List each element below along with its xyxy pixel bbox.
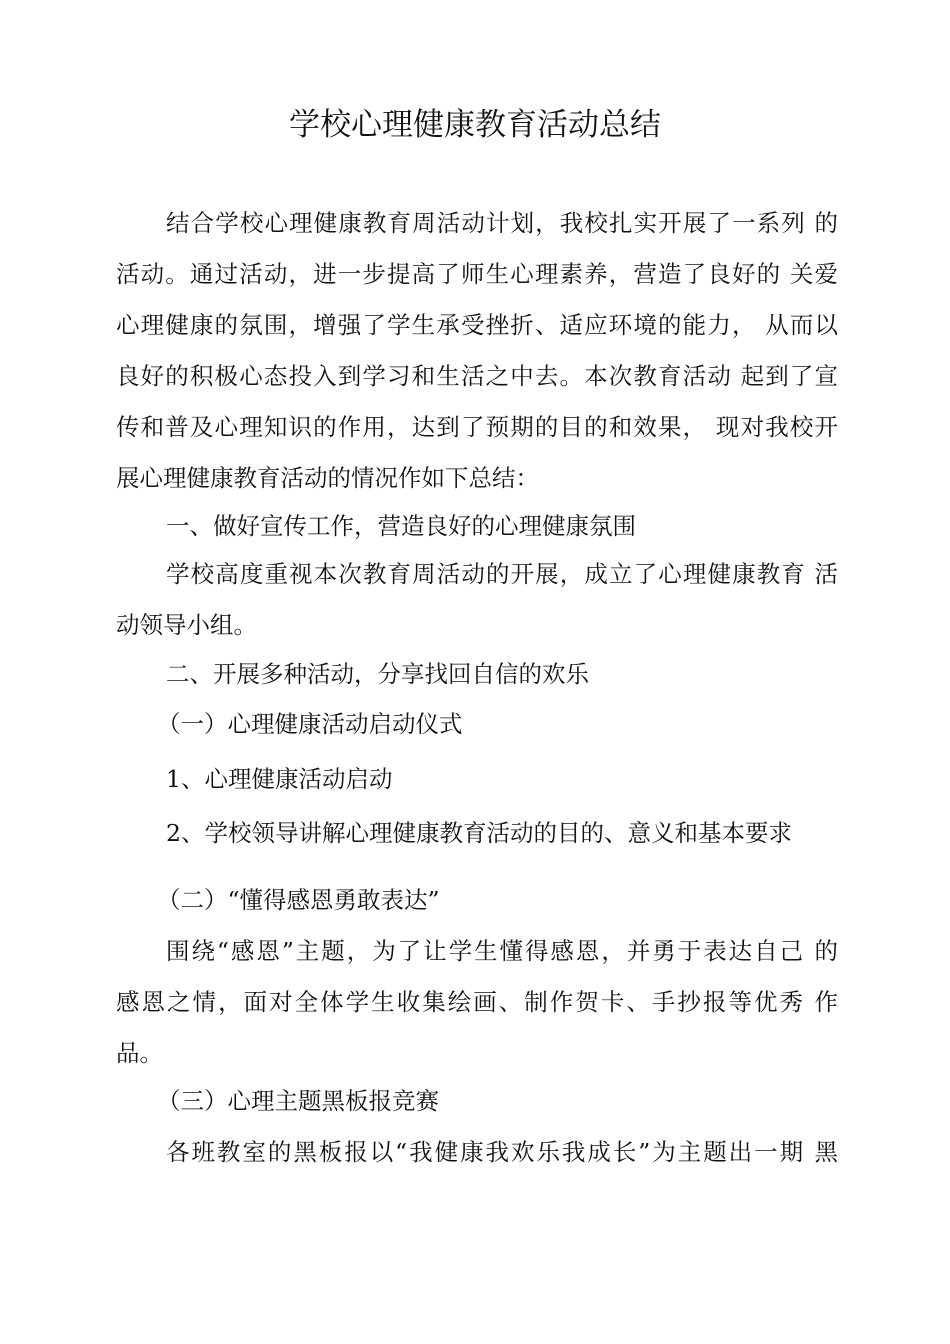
paragraph-line: 传和普及心理知识的作用，达到了预期的目的和效果， 现对我校开 xyxy=(116,413,838,441)
subsection-heading: （三）心理主题黑板报竞赛 xyxy=(157,1087,439,1115)
list-item: 1、心理健康活动启动 xyxy=(166,765,393,793)
paragraph-line: 品。 xyxy=(116,1039,163,1067)
paragraph-line: 良好的积极心态投入到学习和生活之中去。本次教育活动 起到了宣 xyxy=(116,362,838,390)
paragraph-line: 各班教室的黑板报以“我健康我欢乐我成长”为主题出一期 黑 xyxy=(166,1138,838,1166)
paragraph-line: 学校高度重视本次教育周活动的开展，成立了心理健康教育 活 xyxy=(166,560,838,588)
paragraph-line: 结合学校心理健康教育周活动计划，我校扎实开展了一系列 的 xyxy=(166,209,838,237)
section-heading: 二、开展多种活动，分享找回自信的欢乐 xyxy=(166,660,589,688)
section-heading: 一、做好宣传工作，营造良好的心理健康氛围 xyxy=(166,512,636,540)
paragraph-line: 心理健康的氛围，增强了学生承受挫折、适应环境的能力， 从而以 xyxy=(116,311,838,339)
paragraph-line: 围绕“感恩”主题，为了让学生懂得感恩，并勇于表达自己 的 xyxy=(166,937,838,965)
document-title: 学校心理健康教育活动总结 xyxy=(289,107,661,143)
paragraph-line: 展心理健康教育活动的情况作如下总结： xyxy=(116,464,539,492)
list-item: 2、学校领导讲解心理健康教育活动的目的、意义和基本要求 xyxy=(166,819,792,847)
paragraph-line: 动领导小组。 xyxy=(116,611,257,639)
subsection-heading: （一）心理健康活动启动仪式 xyxy=(157,710,463,738)
subsection-heading: （二）“懂得感恩勇敢表达” xyxy=(157,886,440,914)
paragraph-line: 感恩之情，面对全体学生收集绘画、制作贺卡、手抄报等优秀 作 xyxy=(116,988,838,1016)
paragraph-line: 活动。通过活动，进一步提高了师生心理素养，营造了良好的 关爱 xyxy=(116,260,838,288)
